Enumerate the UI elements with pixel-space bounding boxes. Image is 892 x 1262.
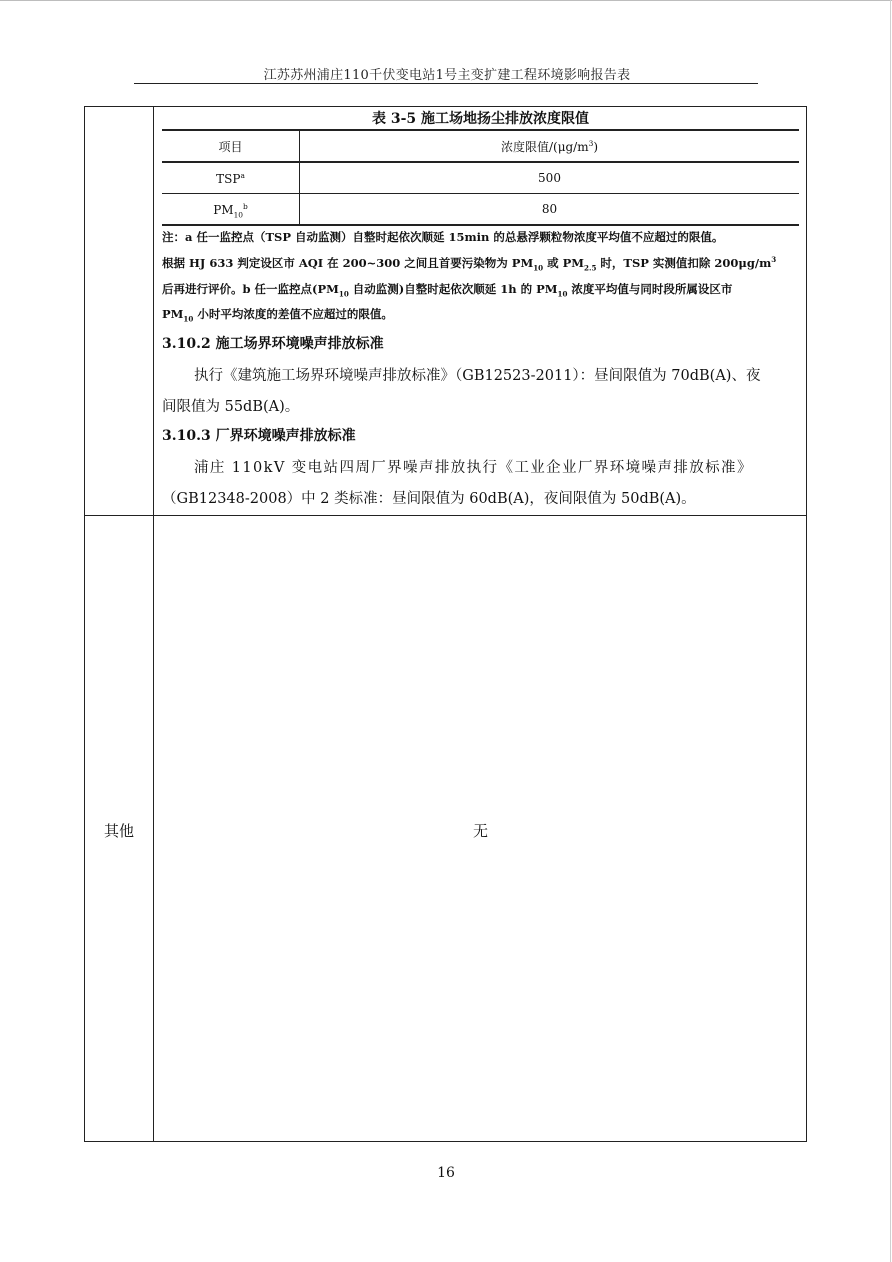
page-right-edge <box>890 0 891 1262</box>
table-header-limit: 浓度限值$/(\mu g/m^3)$ <box>500 139 599 154</box>
header-underline <box>134 83 758 84</box>
table-note-line-1: 注：a 任一监控点（TSP 自动监测）自整时起依次顺延 15min 的总悬浮颗粒物浓度平均值不应超过的限值。 <box>162 230 724 244</box>
table-header-item: 项目 <box>218 140 243 154</box>
row-divider <box>84 515 807 516</box>
page-number: 16 <box>437 1165 455 1181</box>
section-3-10-2-text-line-2: 间限值为 55dB(A)。 <box>162 399 300 415</box>
table-title: 表 3-5 施工场地扬尘排放浓度限值 <box>371 111 590 127</box>
table-note-line-4: $PM_{10}$ 小时平均浓度的差值不应超过的限值。 <box>162 307 393 324</box>
section-3-10-3-heading: 3.10.3 厂界环境噪声排放标准 <box>162 428 356 444</box>
table-note-line-3: 后再进行评价。b 任一监控点($PM_{10}$ 自动监测)自整时起依次顺延 1h 的 $PM_{10}$ 浓度平均值与同时段所属设区市 <box>162 282 733 299</box>
page-top-edge <box>0 0 892 1</box>
table-row-pm10-value: 80 <box>541 202 558 216</box>
table-top-rule <box>162 129 799 131</box>
other-row-label: 其他 <box>103 822 134 840</box>
section-3-10-2-text-line-1: 执行《建筑施工场界环境噪声排放标准》（GB12523-2011）：昼间限值为 70dB(A)、夜 <box>194 368 761 384</box>
section-3-10-3-text-line-1: 浦庄 110kV 变电站四周厂界噪声排放执行《工业企业厂界环境噪声排放标准》 <box>194 460 753 476</box>
document-header-title: 江苏苏州浦庄110千伏变电站1号主变扩建工程环境影响报告表 <box>263 68 631 83</box>
table-row-pm10-item: $PM_{10}^b$ <box>213 202 248 220</box>
table-row-tsp-item: TSP$^a$ <box>216 171 245 186</box>
table-row-rule <box>162 193 799 194</box>
other-row-value: 无 <box>472 822 488 840</box>
label-column-divider <box>153 106 154 1142</box>
table-header-rule <box>162 161 799 163</box>
table-row-tsp-value: 500 <box>538 171 561 185</box>
section-3-10-2-heading: 3.10.2 施工场界环境噪声排放标准 <box>162 336 384 352</box>
table-bottom-rule <box>162 224 799 226</box>
section-3-10-3-text-line-2: （GB12348-2008）中 2 类标准：昼间限值为 60dB(A)，夜间限值为 50dB(A)。 <box>162 491 696 507</box>
table-note-line-2: 根据 HJ 633 判定设区市 AQI 在 200~300 之间且首要污染物为 $PM_{10}$ 或 $PM_{2.5}$ 时，TSP 实测值扣除 $200\mu g/m^3$ <box>162 255 777 273</box>
